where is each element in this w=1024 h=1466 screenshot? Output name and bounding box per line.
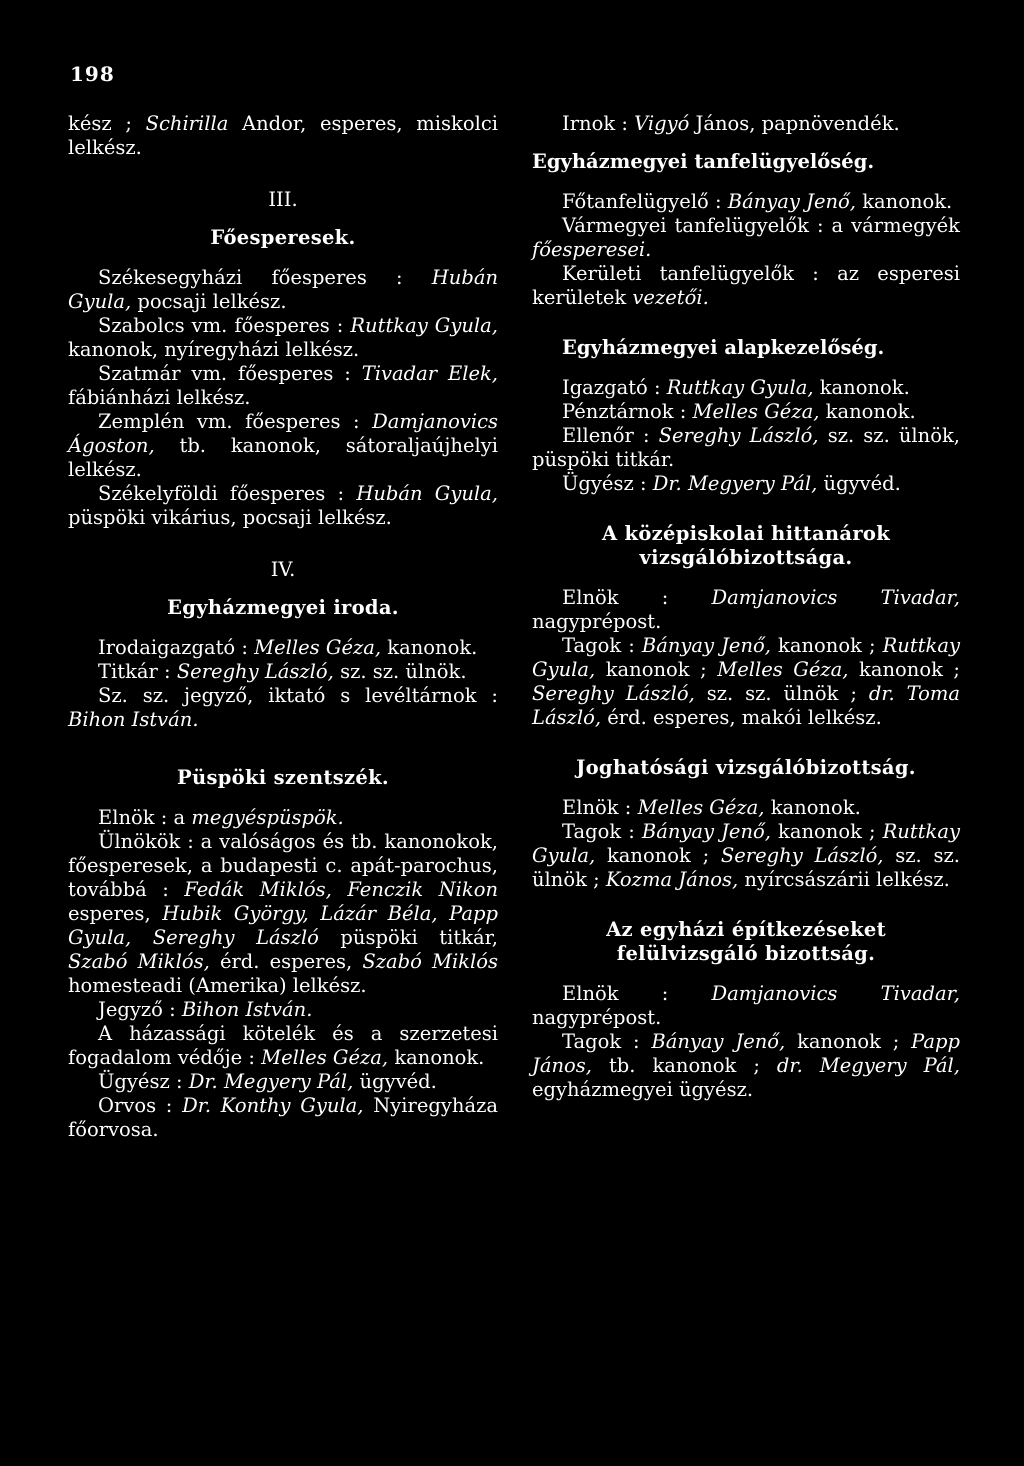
entry-hittanar-2: Tagok : Bányay Jenő, kanonok ; Ruttkay Gyula, kanonok ; Melles Géza, kanonok ; Sereghy László, sz. sz. ülnök ; dr. Toma László, érd. esperes, makói lelkész. [532, 634, 960, 729]
entry-iroda-2: Titkár : Sereghy László, sz. sz. ülnök. [98, 660, 467, 683]
left-column [68, 112, 498, 1142]
entry-intro: kész ; Schirilla Andor, esperes, miskolci lelkész. [68, 112, 498, 159]
entry-epit-1: Elnök : Damjanovics Tivadar, nagyprépost. [532, 982, 960, 1029]
entry-foesperes-5: Székelyföldi főesperes : Hubán Gyula, püspöki vikárius, pocsaji lelkész. [68, 482, 498, 529]
right-column [532, 112, 960, 1102]
entry-alap-4: Ügyész : Dr. Megyery Pál, ügyvéd. [562, 472, 901, 495]
section-heading-epitkezesi-bizottsag: Az egyházi építkezéseket felülvizsgáló bizottság. [606, 918, 886, 965]
entry-jog-2: Tagok : Bányay Jenő, kanonok ; Ruttkay Gyula, kanonok ; Sereghy László, sz. sz. ülnök ; Kozma János, nyírcsászárii lelkész. [532, 820, 960, 891]
entry-foesperes-1: Székesegyházi főesperes : Hubán Gyula, pocsaji lelkész. [68, 266, 498, 313]
section-heading-alapkezeloseg: Egyházmegyei alapkezelőség. [562, 336, 885, 359]
entry-alap-2: Pénztárnok : Melles Géza, kanonok. [562, 400, 916, 423]
section-heading-szentszek: Püspöki szentszék. [177, 766, 389, 789]
entry-alap-1: Igazgató : Ruttkay Gyula, kanonok. [562, 376, 910, 399]
page-number: 198 [70, 62, 115, 86]
entry-tanf-2: Vármegyei tanfelügyelők : a vármegyék főesperesei. [532, 214, 960, 261]
entry-foesperes-3: Szatmár vm. főesperes : Tivadar Elek, fábiánházi lelkész. [68, 362, 498, 409]
entry-tanf-3: Kerületi tanfelügyelők : az esperesi kerületek vezetői. [532, 262, 960, 309]
section-heading-joghatosagi: Joghatósági vizsgálóbizottság. [576, 756, 916, 779]
section-heading-tanfelugyeloseg: Egyházmegyei tanfelügyelőség. [532, 150, 875, 173]
entry-szentszek-1: Elnök : a megyéspüspök. [98, 806, 344, 829]
entry-iroda-3: Sz. sz. jegyző, iktató s levéltárnok : Bihon István. [68, 684, 498, 731]
section-heading-foesperesek: Főesperesek. [210, 226, 356, 249]
entry-foesperes-2: Szabolcs vm. főesperes : Ruttkay Gyula, kanonok, nyíregyházi lelkész. [68, 314, 498, 361]
entry-szentszek-3: Jegyző : Bihon István. [98, 998, 313, 1021]
section-number-4: IV. [270, 558, 296, 581]
entry-hittanar-1: Elnök : Damjanovics Tivadar, nagyprépost. [532, 586, 960, 633]
entry-tanf-1: Főtanfelügyelő : Bányay Jenő, kanonok. [562, 190, 953, 213]
section-heading-iroda: Egyházmegyei iroda. [167, 596, 399, 619]
entry-szentszek-2: Ülnökök : a valóságos és tb. kanonokok, főesperesek, a budapesti c. apát-parochus, továbbá : Fedák Miklós, Fenczik Nikon esperes, Hubik György, Lázár Béla, Papp Gyula, Sereghy László püspöki titkár, Szabó Miklós, érd. esperes, Szabó Miklós homesteadi (Amerika) lelkész. [68, 830, 499, 997]
section-heading-hittanar-bizottsag: A középiskolai hittanárok vizsgálóbizottsága. [601, 522, 891, 569]
entry-epit-2: Tagok : Bányay Jenő, kanonok ; Papp János, tb. kanonok ; dr. Megyery Pál, egyházmegyei ügyész. [532, 1030, 960, 1101]
entry-szentszek-5: Ügyész : Dr. Megyery Pál, ügyvéd. [98, 1070, 437, 1093]
entry-szentszek-4: A házassági kötelék és a szerzetesi fogadalom védője : Melles Géza, kanonok. [68, 1022, 498, 1069]
entry-iroda-1: Irodaigazgató : Melles Géza, kanonok. [98, 636, 478, 659]
entry-jog-1: Elnök : Melles Géza, kanonok. [562, 796, 861, 819]
entry-foesperes-4: Zemplén vm. főesperes : Damjanovics Ágoston, tb. kanonok, sátoraljaújhelyi lelkész. [68, 410, 498, 481]
section-number-3: III. [268, 188, 298, 211]
entry-irnok: Irnok : Vigyó János, papnövendék. [562, 112, 900, 135]
entry-alap-3: Ellenőr : Sereghy László, sz. sz. ülnök, püspöki titkár. [532, 424, 960, 471]
entry-szentszek-6: Orvos : Dr. Konthy Gyula, Nyiregyháza főorvosa. [68, 1094, 498, 1141]
